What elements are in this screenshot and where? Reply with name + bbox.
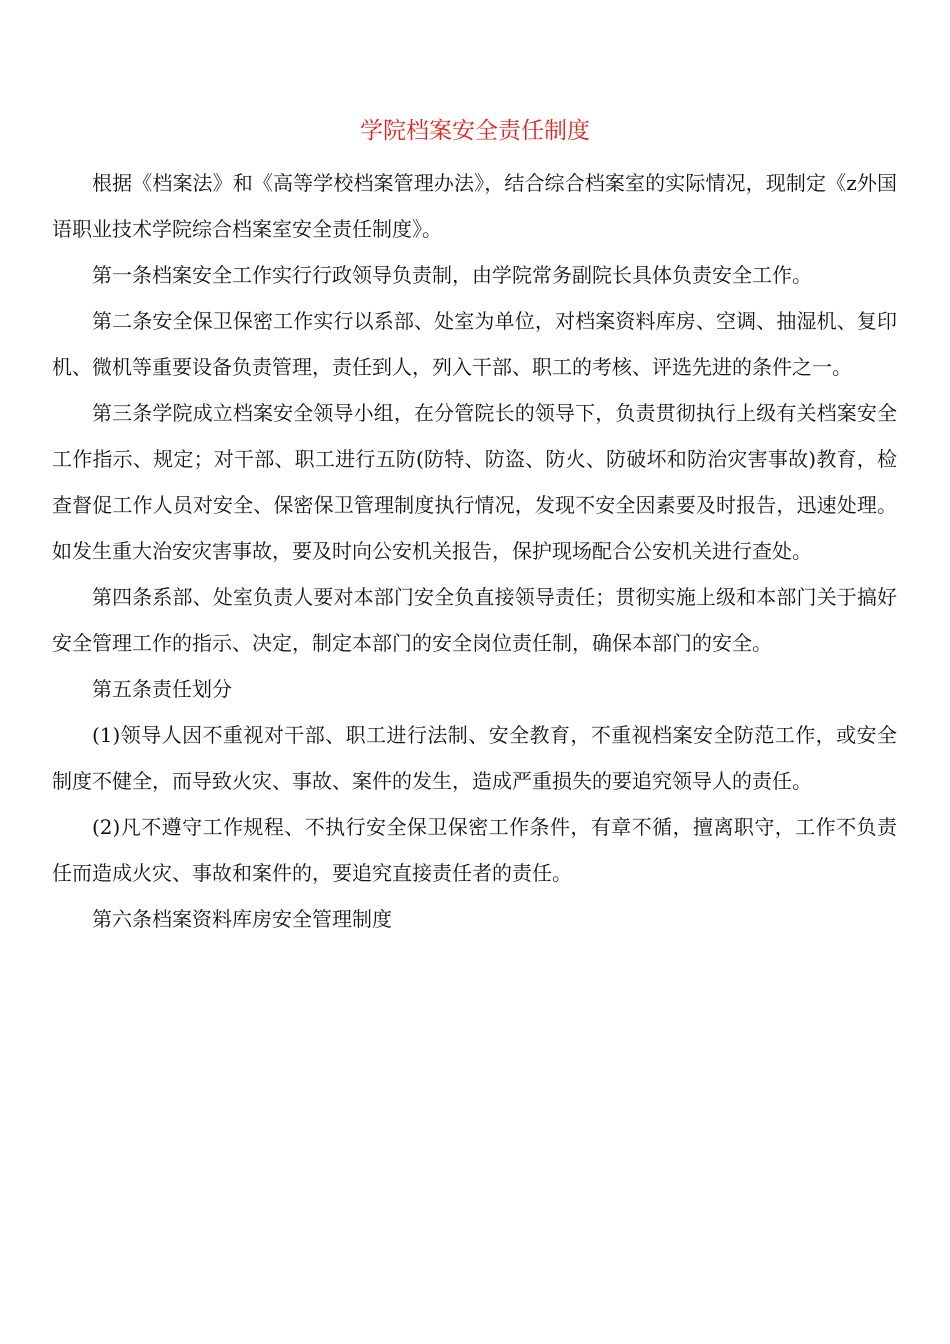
document-body xyxy=(52,160,897,942)
paragraph-article-6-heading: 第六条档案资料库房安全管理制度 xyxy=(92,907,392,931)
paragraph-article-1: 第一条档案安全工作实行行政领导负责制，由学院常务副院长具体负责安全工作。 xyxy=(92,263,812,287)
paragraph-article-4: 第四条系部、处室负责人要对本部门安全负直接领导责任；贯彻实施上级和本部门关于搞好安全管理工作的指示、决定，制定本部门的安全岗位责任制，确保本部门的安全。 xyxy=(52,585,897,655)
paragraph-intro: 根据《档案法》和《高等学校档案管理办法》，结合综合档案室的实际情况，现制定《z外国语职业技术学院综合档案室安全责任制度》。 xyxy=(52,171,897,241)
paragraph-article-2: 第二条安全保卫保密工作实行以系部、处室为单位，对档案资料库房、空调、抽湿机、复印机、微机等重要设备负责管理，责任到人，列入干部、职工的考核、评选先进的条件之一。 xyxy=(52,309,897,379)
paragraph-article-3: 第三条学院成立档案安全领导小组，在分管院长的领导下，负责贯彻执行上级有关档案安全工作指示、规定；对干部、职工进行五防(防特、防盗、防火、防破坏和防治灾害事故)教育，检查督促工作人员对安全、保密保卫管理制度执行情况，发现不安全因素要及时报告，迅速处理。如发生重大治安灾害事故，要及时向公安机关报告，保护现场配合公安机关进行查处。 xyxy=(52,401,897,563)
document-title: 学院档案安全责任制度 xyxy=(360,118,590,144)
paragraph-article-5-item-1: (1)领导人因不重视对干部、职工进行法制、安全教育，不重视档案安全防范工作，或安全制度不健全，而导致火灾、事故、案件的发生，造成严重损失的要追究领导人的责任。 xyxy=(52,723,897,793)
paragraph-article-5-item-2: (2)凡不遵守工作规程、不执行安全保卫保密工作条件，有章不循，擅离职守，工作不负责任而造成火灾、事故和案件的，要追究直接责任者的责任。 xyxy=(52,815,897,885)
paragraph-article-5-heading: 第五条责任划分 xyxy=(92,677,232,701)
